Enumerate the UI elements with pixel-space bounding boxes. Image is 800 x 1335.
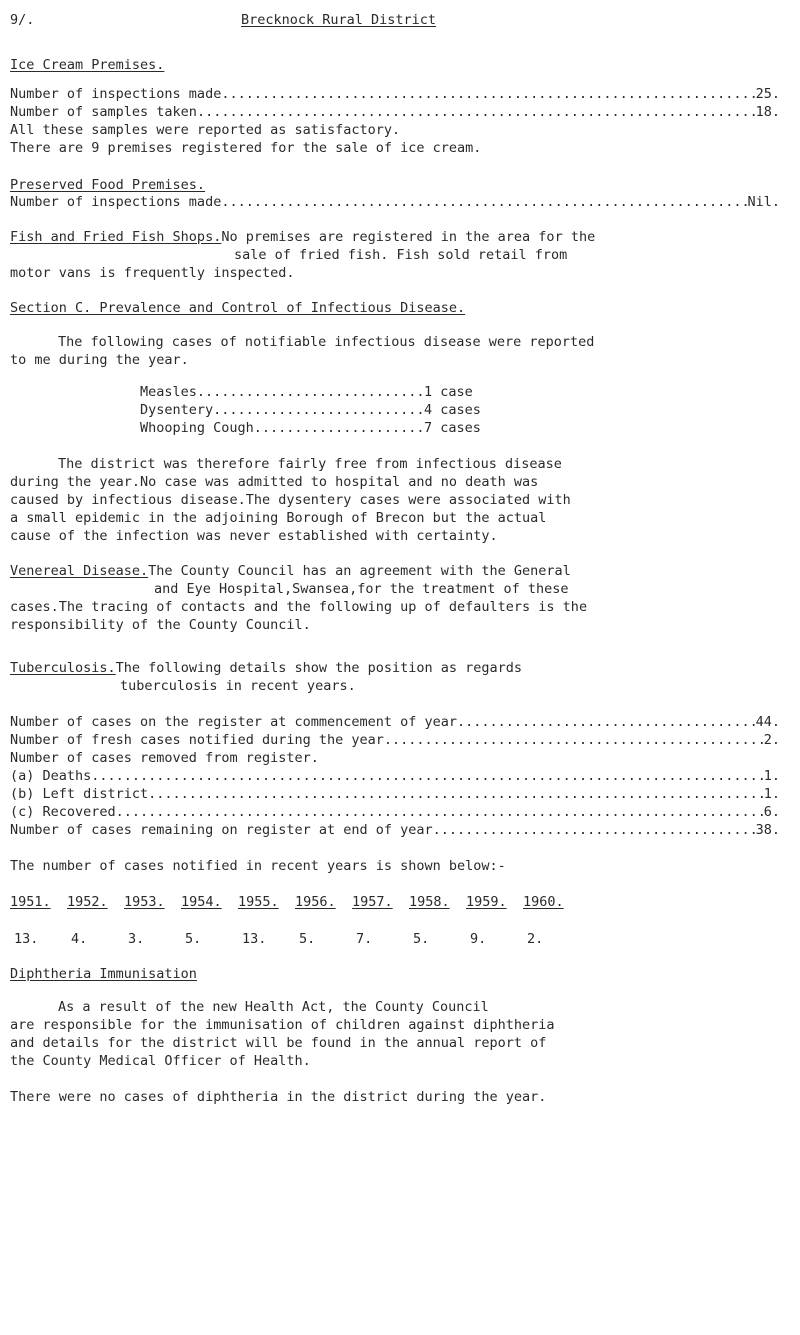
- row-label: Number of fresh cases notified during the year: [10, 732, 384, 748]
- count-cell: 13.: [242, 931, 267, 947]
- section-c-para-line: during the year.No case was admitted to hospital and no death was: [10, 474, 539, 490]
- row-value: 1.: [763, 768, 780, 784]
- ice-cream-row: [10, 104, 780, 120]
- row-label: (c) Recovered: [10, 804, 116, 820]
- tb-remaining-row: [10, 822, 780, 838]
- tb-row: [10, 714, 780, 730]
- tb-text: The following details show the position as regards: [115, 660, 523, 676]
- fish-line: sale of fried fish. Fish sold retail from: [234, 247, 568, 263]
- venereal-line: cases.The tracing of contacts and the following up of defaulters is the: [10, 599, 588, 615]
- ice-cream-line: All these samples were reported as satisfactory.: [10, 122, 401, 138]
- fish-line: motor vans is frequently inspected.: [10, 265, 295, 281]
- year-cell: 1958.: [409, 894, 450, 910]
- disease-value: 4 cases: [424, 402, 481, 418]
- row-label: Number of inspections made: [10, 86, 222, 102]
- row-label: Number of cases remaining on register at end of year: [10, 822, 433, 838]
- section-c-para-line: a small epidemic in the adjoining Borough of Brecon but the actual: [10, 510, 547, 526]
- count-cell: 5.: [185, 931, 202, 947]
- tb-sub-row: [10, 768, 780, 784]
- tb-line: tuberculosis in recent years.: [120, 678, 356, 694]
- year-cell: 1957.: [352, 894, 393, 910]
- venereal-heading: Venereal Disease.: [10, 563, 149, 579]
- row-value: 38.: [755, 822, 780, 838]
- venereal-line: responsibility of the County Council.: [10, 617, 311, 633]
- count-cell: 3.: [128, 931, 145, 947]
- district-title: Brecknock Rural District: [241, 12, 437, 28]
- disease-label: Whooping Cough: [140, 420, 254, 436]
- row-value: 25.: [755, 86, 780, 102]
- fish-heading: Fish and Fried Fish Shops.: [10, 229, 222, 245]
- section-c-heading: Section C. Prevalence and Control of Infectious Disease.: [10, 300, 466, 316]
- tb-heading: Tuberculosis.: [10, 660, 116, 676]
- diphtheria-para-line: the County Medical Officer of Health.: [10, 1053, 311, 1069]
- diphtheria-closing: There were no cases of diphtheria in the district during the year.: [10, 1089, 547, 1105]
- fish-text: No premises are registered in the area for the: [221, 229, 596, 245]
- row-value: 6.: [763, 804, 780, 820]
- year-cell: 1952.: [67, 894, 108, 910]
- count-cell: 2.: [527, 931, 544, 947]
- row-label: Number of samples taken: [10, 104, 197, 120]
- year-cell: 1951.: [10, 894, 51, 910]
- row-value: 18.: [755, 104, 780, 120]
- year-cell: 1955.: [238, 894, 279, 910]
- ice-cream-line: There are 9 premises registered for the sale of ice cream.: [10, 140, 482, 156]
- tb-row: [10, 732, 780, 748]
- section-c-intro: The following cases of notifiable infectious disease were reported: [58, 334, 595, 350]
- ice-cream-heading: Ice Cream Premises.: [10, 57, 165, 73]
- year-cell: 1956.: [295, 894, 336, 910]
- year-cell: 1959.: [466, 894, 507, 910]
- disease-label: Dysentery: [140, 402, 214, 418]
- year-cell: 1954.: [181, 894, 222, 910]
- disease-value: 1 case: [424, 384, 473, 400]
- count-cell: 5.: [413, 931, 430, 947]
- diphtheria-heading: Diphtheria Immunisation: [10, 966, 197, 982]
- section-c-para-line: The district was therefore fairly free from infectious disease: [58, 456, 562, 472]
- row-value: 44.: [755, 714, 780, 730]
- section-c-para-line: caused by infectious disease.The dysentery cases were associated with: [10, 492, 571, 508]
- year-cell: 1953.: [124, 894, 165, 910]
- section-c-intro: to me during the year.: [10, 352, 189, 368]
- count-cell: 7.: [356, 931, 373, 947]
- tb-years-row: [10, 894, 580, 910]
- row-label: (b) Left district: [10, 786, 149, 802]
- row-value: Nil.: [747, 194, 780, 210]
- row-label: (a) Deaths: [10, 768, 92, 784]
- preserved-food-heading: Preserved Food Premises.: [10, 177, 206, 193]
- tb-notified-intro: The number of cases notified in recent years is shown below:-: [10, 858, 506, 874]
- year-cell: 1960.: [523, 894, 564, 910]
- venereal-line: and Eye Hospital,Swansea,for the treatment of these: [154, 581, 569, 597]
- diphtheria-para-line: As a result of the new Health Act, the County Council: [58, 999, 489, 1015]
- tb-sub-row: [10, 804, 780, 820]
- section-c-para-line: cause of the infection was never established with certainty.: [10, 528, 498, 544]
- count-cell: 9.: [470, 931, 487, 947]
- tb-removed-label: Number of cases removed from register.: [10, 750, 319, 766]
- row-label: Number of inspections made: [10, 194, 222, 210]
- venereal-text: The County Council has an agreement with the General: [148, 563, 571, 579]
- ice-cream-row: [10, 86, 780, 102]
- row-value: 1.: [763, 786, 780, 802]
- diphtheria-para-line: are responsible for the immunisation of children against diphtheria: [10, 1017, 555, 1033]
- tb-line: [10, 660, 522, 676]
- count-cell: 5.: [299, 931, 316, 947]
- diphtheria-para-line: and details for the district will be found in the annual report of: [10, 1035, 547, 1051]
- fish-line: [10, 229, 595, 245]
- tb-sub-row: [10, 786, 780, 802]
- venereal-line: [10, 563, 571, 579]
- disease-row: [140, 420, 500, 436]
- count-cell: 4.: [71, 931, 88, 947]
- row-value: 2.: [763, 732, 780, 748]
- preserved-food-row: [10, 194, 780, 210]
- disease-row: [140, 402, 500, 418]
- row-label: Number of cases on the register at commencement of year: [10, 714, 458, 730]
- page-number: 9/.: [10, 12, 35, 28]
- disease-row: [140, 384, 500, 400]
- tb-counts-row: [14, 931, 584, 947]
- disease-value: 7 cases: [424, 420, 481, 436]
- count-cell: 13.: [14, 931, 39, 947]
- disease-label: Measles: [140, 384, 197, 400]
